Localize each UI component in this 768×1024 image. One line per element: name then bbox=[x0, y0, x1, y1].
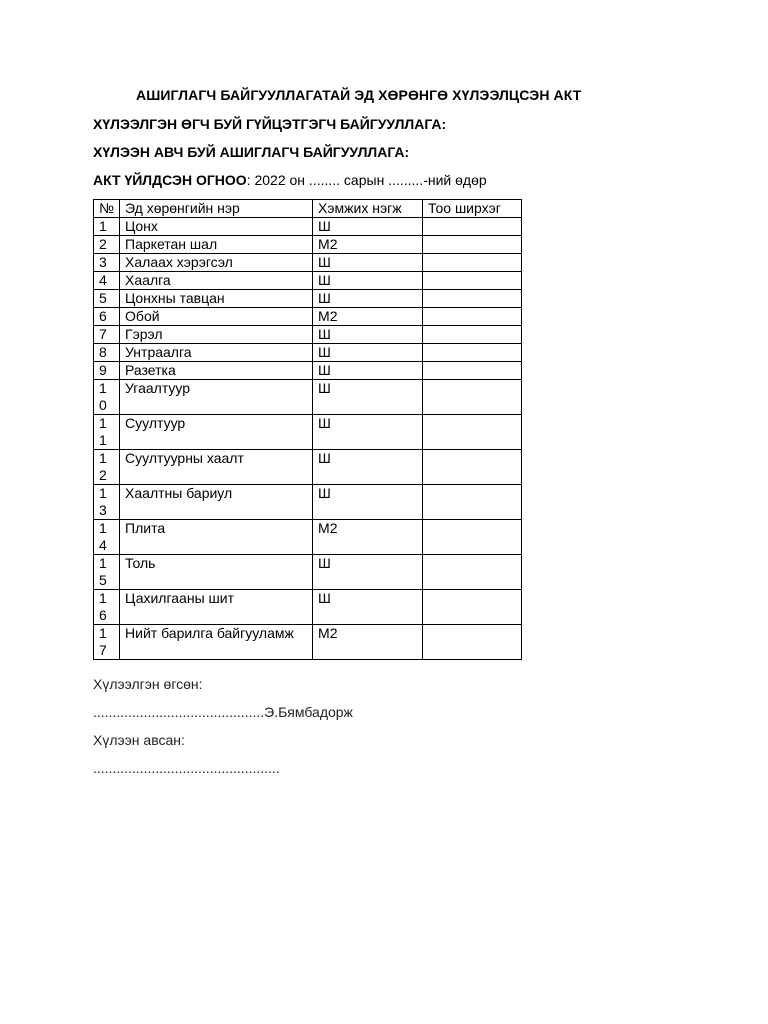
act-date-value: : 2022 он ........ сарын .........-ний өдөр bbox=[246, 172, 487, 188]
cell-unit-text: Ш bbox=[318, 590, 331, 606]
cell-no-text: 6 bbox=[99, 308, 107, 324]
cell-no bbox=[94, 625, 120, 660]
cell-no bbox=[94, 590, 120, 625]
cell-qty bbox=[423, 450, 522, 485]
cell-unit-text: Ш bbox=[318, 415, 331, 431]
cell-name bbox=[120, 290, 313, 308]
cell-qty bbox=[423, 380, 522, 415]
cell-unit-text: Ш bbox=[318, 326, 331, 342]
assets-table bbox=[93, 199, 522, 660]
header-unit: Хэмжих нэгж bbox=[313, 200, 423, 218]
cell-unit bbox=[313, 520, 423, 555]
cell-unit bbox=[313, 290, 423, 308]
cell-qty bbox=[423, 485, 522, 520]
header-name: Эд хөрөнгийн нэр bbox=[120, 200, 313, 218]
cell-no bbox=[94, 485, 120, 520]
cell-unit-text: Ш bbox=[318, 344, 331, 360]
cell-unit bbox=[313, 308, 423, 326]
cell-unit bbox=[313, 380, 423, 415]
cell-qty bbox=[423, 344, 522, 362]
cell-name bbox=[120, 625, 313, 660]
cell-no-text: 15 bbox=[99, 555, 107, 588]
cell-no bbox=[94, 326, 120, 344]
cell-unit bbox=[313, 218, 423, 236]
cell-unit-text: М2 bbox=[318, 625, 338, 641]
cell-name bbox=[120, 344, 313, 362]
cell-no bbox=[94, 236, 120, 254]
table-row bbox=[94, 485, 522, 520]
header-no: № bbox=[94, 200, 120, 218]
cell-qty bbox=[423, 254, 522, 272]
cell-name bbox=[120, 308, 313, 326]
cell-name bbox=[120, 555, 313, 590]
cell-unit bbox=[313, 344, 423, 362]
cell-no bbox=[94, 415, 120, 450]
cell-unit bbox=[313, 625, 423, 660]
cell-qty bbox=[423, 326, 522, 344]
cell-name bbox=[120, 272, 313, 290]
cell-no bbox=[94, 344, 120, 362]
cell-name bbox=[120, 362, 313, 380]
cell-no-text: 8 bbox=[99, 344, 107, 360]
cell-name-text: Халаах хэрэгсэл bbox=[125, 254, 233, 270]
cell-name-text: Толь bbox=[125, 555, 156, 571]
cell-name-text: Нийт барилга байгууламж bbox=[125, 625, 294, 641]
cell-name bbox=[120, 218, 313, 236]
cell-no bbox=[94, 254, 120, 272]
document-title: АШИГЛАГЧ БАЙГУУЛЛАГАТАЙ ЭД ХӨРӨНГӨ ХҮЛЭЭЛЦСЭН АКТ bbox=[136, 87, 582, 103]
cell-no-text: 17 bbox=[99, 625, 107, 658]
cell-name-text: Обой bbox=[125, 308, 160, 324]
header-qty: Тоо ширхэг bbox=[423, 200, 522, 218]
cell-name-text: Унтраалга bbox=[125, 344, 192, 360]
cell-no-text: 2 bbox=[99, 236, 107, 252]
handed-over-signature-line: ............................................Э.Бямбадорж bbox=[93, 704, 353, 720]
cell-no bbox=[94, 450, 120, 485]
cell-name bbox=[120, 236, 313, 254]
table-row bbox=[94, 344, 522, 362]
cell-name-text: Суултуур bbox=[125, 415, 186, 431]
cell-qty bbox=[423, 272, 522, 290]
table-header-row bbox=[94, 200, 522, 218]
cell-qty bbox=[423, 520, 522, 555]
cell-unit-text: М2 bbox=[318, 236, 338, 252]
cell-name-text: Хаалга bbox=[125, 272, 171, 288]
cell-no bbox=[94, 380, 120, 415]
table-row bbox=[94, 625, 522, 660]
act-date-label: АКТ ҮЙЛДСЭН ОГНОО bbox=[93, 172, 247, 188]
table-row bbox=[94, 290, 522, 308]
table-row bbox=[94, 236, 522, 254]
cell-unit bbox=[313, 485, 423, 520]
cell-name-text: Цонхны тавцан bbox=[125, 290, 225, 306]
table-row bbox=[94, 415, 522, 450]
cell-unit bbox=[313, 555, 423, 590]
cell-unit-text: Ш bbox=[318, 380, 331, 396]
cell-no-text: 10 bbox=[99, 380, 107, 413]
cell-unit-text: М2 bbox=[318, 520, 338, 536]
cell-unit-text: Ш bbox=[318, 218, 331, 234]
cell-no bbox=[94, 362, 120, 380]
cell-qty bbox=[423, 236, 522, 254]
cell-unit-text: Ш bbox=[318, 272, 331, 288]
table-row bbox=[94, 272, 522, 290]
cell-qty bbox=[423, 555, 522, 590]
cell-name bbox=[120, 590, 313, 625]
cell-unit-text: Ш bbox=[318, 362, 331, 378]
act-date-line bbox=[93, 172, 487, 188]
table-row bbox=[94, 450, 522, 485]
giver-org-label: ХҮЛЭЭЛГЭН ӨГЧ БУЙ ГҮЙЦЭТГЭГЧ БАЙГУУЛЛАГА: bbox=[93, 116, 447, 132]
cell-name-text: Паркетан шал bbox=[125, 236, 218, 252]
cell-no-text: 4 bbox=[99, 272, 107, 288]
cell-unit bbox=[313, 450, 423, 485]
cell-no bbox=[94, 218, 120, 236]
table-row bbox=[94, 590, 522, 625]
cell-name-text: Цонх bbox=[125, 218, 158, 234]
cell-no-text: 16 bbox=[99, 590, 107, 623]
cell-no bbox=[94, 290, 120, 308]
cell-name bbox=[120, 415, 313, 450]
cell-unit-text: М2 bbox=[318, 308, 338, 324]
cell-name bbox=[120, 520, 313, 555]
cell-qty bbox=[423, 362, 522, 380]
received-signature-line: ................................................ bbox=[93, 760, 280, 776]
cell-name-text: Хаалтны бариул bbox=[125, 485, 233, 501]
cell-name-text: Суултуурны хаалт bbox=[125, 450, 244, 466]
cell-no-text: 1 bbox=[99, 218, 107, 234]
receiver-org-label: ХҮЛЭЭН АВЧ БУЙ АШИГЛАГЧ БАЙГУУЛЛАГА: bbox=[93, 144, 410, 160]
cell-no bbox=[94, 272, 120, 290]
cell-unit bbox=[313, 254, 423, 272]
cell-name-text: Цахилгааны шит bbox=[125, 590, 234, 606]
cell-unit-text: Ш bbox=[318, 485, 331, 501]
cell-name bbox=[120, 326, 313, 344]
cell-qty bbox=[423, 218, 522, 236]
cell-no-text: 11 bbox=[99, 415, 107, 448]
cell-name bbox=[120, 380, 313, 415]
table-row bbox=[94, 254, 522, 272]
received-label: Хүлээн авсан: bbox=[93, 732, 185, 748]
cell-name-text: Плита bbox=[125, 520, 166, 536]
cell-name bbox=[120, 450, 313, 485]
cell-unit bbox=[313, 415, 423, 450]
cell-unit-text: Ш bbox=[318, 555, 331, 571]
cell-no bbox=[94, 308, 120, 326]
table-row bbox=[94, 308, 522, 326]
cell-no bbox=[94, 520, 120, 555]
table-row bbox=[94, 326, 522, 344]
cell-qty bbox=[423, 308, 522, 326]
cell-no-text: 9 bbox=[99, 362, 107, 378]
cell-unit bbox=[313, 326, 423, 344]
cell-no-text: 12 bbox=[99, 450, 107, 483]
cell-qty bbox=[423, 290, 522, 308]
cell-name-text: Угаалтуур bbox=[125, 380, 191, 396]
cell-unit bbox=[313, 272, 423, 290]
cell-unit-text: Ш bbox=[318, 450, 331, 466]
table-row bbox=[94, 362, 522, 380]
table-row bbox=[94, 555, 522, 590]
cell-unit-text: Ш bbox=[318, 290, 331, 306]
cell-name bbox=[120, 254, 313, 272]
cell-qty bbox=[423, 415, 522, 450]
cell-unit bbox=[313, 590, 423, 625]
cell-name-text: Гэрэл bbox=[125, 326, 163, 342]
cell-no-text: 7 bbox=[99, 326, 107, 342]
handed-over-label: Хүлээлгэн өгсөн: bbox=[93, 676, 203, 692]
cell-unit bbox=[313, 236, 423, 254]
cell-no-text: 13 bbox=[99, 485, 107, 518]
table-row bbox=[94, 380, 522, 415]
cell-no-text: 5 bbox=[99, 290, 107, 306]
cell-qty bbox=[423, 590, 522, 625]
cell-no bbox=[94, 555, 120, 590]
table-row bbox=[94, 520, 522, 555]
table-row bbox=[94, 218, 522, 236]
cell-unit bbox=[313, 362, 423, 380]
cell-unit-text: Ш bbox=[318, 254, 331, 270]
cell-no-text: 14 bbox=[99, 520, 107, 553]
cell-no-text: 3 bbox=[99, 254, 107, 270]
cell-name-text: Разетка bbox=[125, 362, 176, 378]
cell-qty bbox=[423, 625, 522, 660]
cell-name bbox=[120, 485, 313, 520]
